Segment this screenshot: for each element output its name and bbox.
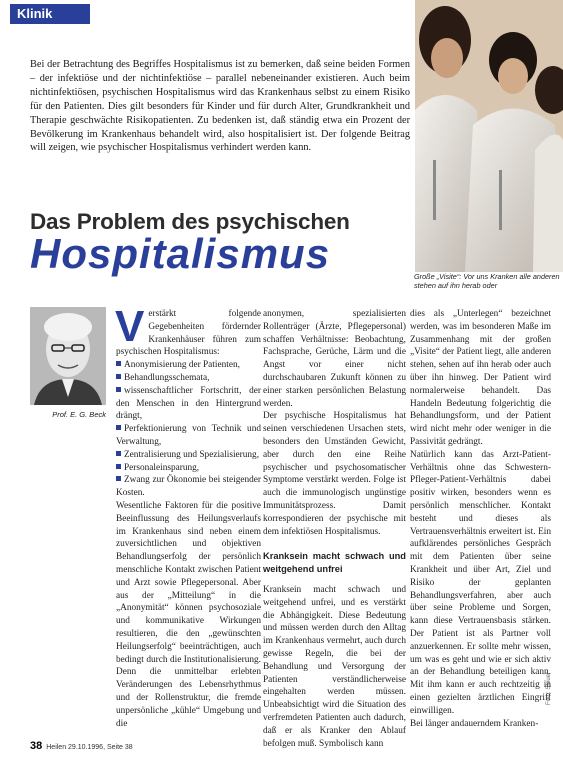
headline-line-1: Das Problem des psychischen bbox=[30, 209, 350, 234]
author-portrait bbox=[30, 307, 106, 405]
column-3-paragraph: Bei länger andauerndem Kranken- bbox=[410, 718, 539, 729]
photo-caption: Große „Visite“: Vor uns Kranken alle anderen stehen auf ihn herab oder bbox=[414, 272, 560, 290]
bullet-item: Perfektionierung von Technik und Verwaltung, bbox=[116, 424, 261, 447]
page-number: 38 bbox=[30, 740, 43, 752]
photo-credit: Foto: Steuer bbox=[546, 671, 552, 705]
bullet-item: Behandlungsschemata, bbox=[116, 372, 261, 385]
bullet-item: Zwang zur Ökonomie bei steigender Kosten. bbox=[116, 475, 261, 499]
section-rubric: Klinik bbox=[10, 4, 90, 24]
column-1-body: Wesentliche Faktoren für die positive Beeinflussung des Heilungsverlaufs im Krankenhaus sind neben einem zuversichtlichen und objektiven Behandlungserfolg der persönlich menschliche Kontakt zwischen Patient und Arzt sowie Pflegepersonal. Aber aus der „Mitteilung“ in die „Anonymität“ können psychosoziale und kommunikative Wirkungen resultieren, die den „gewünschten Heilungserfolg“ beeinträchtigen, auch bedingt durch die Institutionalisierung. Denn die unmittelbar erlebten Veränderungen des Lebensrhythmus und der Rollenstruktur, die fremde unpersönliche „kühle“ Umgebung und die bbox=[116, 500, 261, 729]
column-3-paragraph: dies als „Unterlegen“ bezeichnet werden, was im besonderen Maße im Zusammenhang mit der großen „Visite“ der Patient liegt, alle anderen stehen, sehen auf ihn herab oder auch über ihn hinweg. Der Patient wird normalerweise behandelt. Das Handeln Bedeutung folgerichtig die Behandlungsform, und der Patient wird nicht mehr oder weniger in die Passivität gedrängt. bbox=[410, 309, 551, 447]
drop-cap: V bbox=[115, 302, 145, 351]
column-2-paragraph: Kranksein macht schwach und weitgehend unfrei, und es verstärkt die Abhängigkeit. Diese Bedeutung und müssen werden durch den Alltag im Krankenhaus vermehrt, auch durch gewisse Regeln, die bei der Behandlung und Versorgung der Patienten verständlicherweise eingehalten werden müssen. Unbeabsichtigt wird die Situation des verfremdeten Patienten auch dadurch, daß er als Kranker den Ablauf befolgen muß. Symbolisch kann bbox=[263, 584, 406, 749]
publication-line: Heilen 29.10.1996, Seite 38 bbox=[46, 744, 133, 751]
author-portrait-graphic bbox=[30, 307, 106, 405]
doctors-photo bbox=[415, 0, 563, 272]
bullet-item: Personaleinsparung, bbox=[116, 462, 261, 475]
subheading: Kranksein macht schwach und weitgehend unfrei bbox=[263, 551, 406, 575]
article-column-1 bbox=[115, 302, 261, 730]
bullet-item: wissenschaftlicher Fortschritt, der den Menschen in den Hintergrund drängt, bbox=[116, 385, 261, 422]
column-2-paragraph: anonymen, spezialisierten Rollenträger (Ärzte, Pflegepersonal) schaffen Verhältnisse: Beobachtung, Fachsprache, Gerüche, Lärm und die Angst vor einer nicht durchschaubaren Zukunft können zu einer starken persönlichen Belastung werden. bbox=[263, 309, 406, 409]
article-column-3 bbox=[410, 308, 551, 730]
column-1-lead: erstärkt folgende Gegebenheiten fördernder Krankenhäuser führen zum psychischen Hospitalismus: bbox=[116, 309, 261, 358]
column-2-paragraph: Der psychische Hospitalismus hat seinen verschiedenen Ursachen stets, besonders den Umständen Gewicht, aber durch den eine Reihe psychischer und psychosomatischer Symptome verstärkt werden. Folge ist auch die immunologisch ungünstige Immunitätsprozess. Damit korrespondieren der psychische mit dem infektiösen Hospitalismus. bbox=[263, 411, 406, 537]
doctors-photo-graphic bbox=[415, 0, 563, 272]
bullet-item: Zentralisierung und Spezialisierung, bbox=[116, 449, 261, 462]
bullet-item: Anonymisierung der Patienten, bbox=[116, 359, 261, 372]
article-column-2 bbox=[263, 308, 406, 750]
headline-line-2: Hospitalismus bbox=[30, 230, 331, 277]
page-footer bbox=[30, 740, 133, 752]
intro-paragraph: Bei der Betrachtung des Begriffes Hospitalismus ist zu bemerken, daß seine beiden Formen – der infektiöse und der nichtinfektiöse – parallel nebeneinander existieren. Auch beim nichtinfektiösen, psychischen Hospitalismus wird das Krankenhaus selbst zu einem Risiko für den Patienten. Dies gilt besonders für Kinder und für durch Alter, Grundkrankheit und Therapie geschwächte Risikopatienten. Zu bedenken ist, daß ständig etwa ein Prozent der Bevölkerung im Krankenhaus behandelt wird, also hospitalisiert ist. Der folgende Beitrag will zeigen, wie psychischer Hospitalismus verhindert werden kann. bbox=[30, 59, 410, 154]
column-3-paragraph: Natürlich kann das Arzt-Patient-Verhältnis ohne das Schwestern-Pfleger-Patient-Verhältnis dabei positiv wirken, besonders wenn es persönlich menschlicher. Kontakt besteht und dieses als Vertrauensverhältnis erweitert ist. Ein aufklärendes persönliches Gespräch mit dem Patienten über seine Krankheit und über Art, Ziel und Risiko der geplanten Behandlungsverfahren, aber auch über seine Probleme und Sorgen, kann diese Vertrauensbasis stärken. Der Patient ist als Partner voll anzuerkennen. Er sollte mehr wissen, um was es geht und wie er sich aktiv an der Behandlung beteiligen kann. Mit ihm kann er auch rechtzeitig in einen gezielten ärztlichen Eingriff einwilligen. bbox=[410, 449, 551, 716]
portrait-caption: Prof. E. G. Beck bbox=[52, 410, 106, 419]
